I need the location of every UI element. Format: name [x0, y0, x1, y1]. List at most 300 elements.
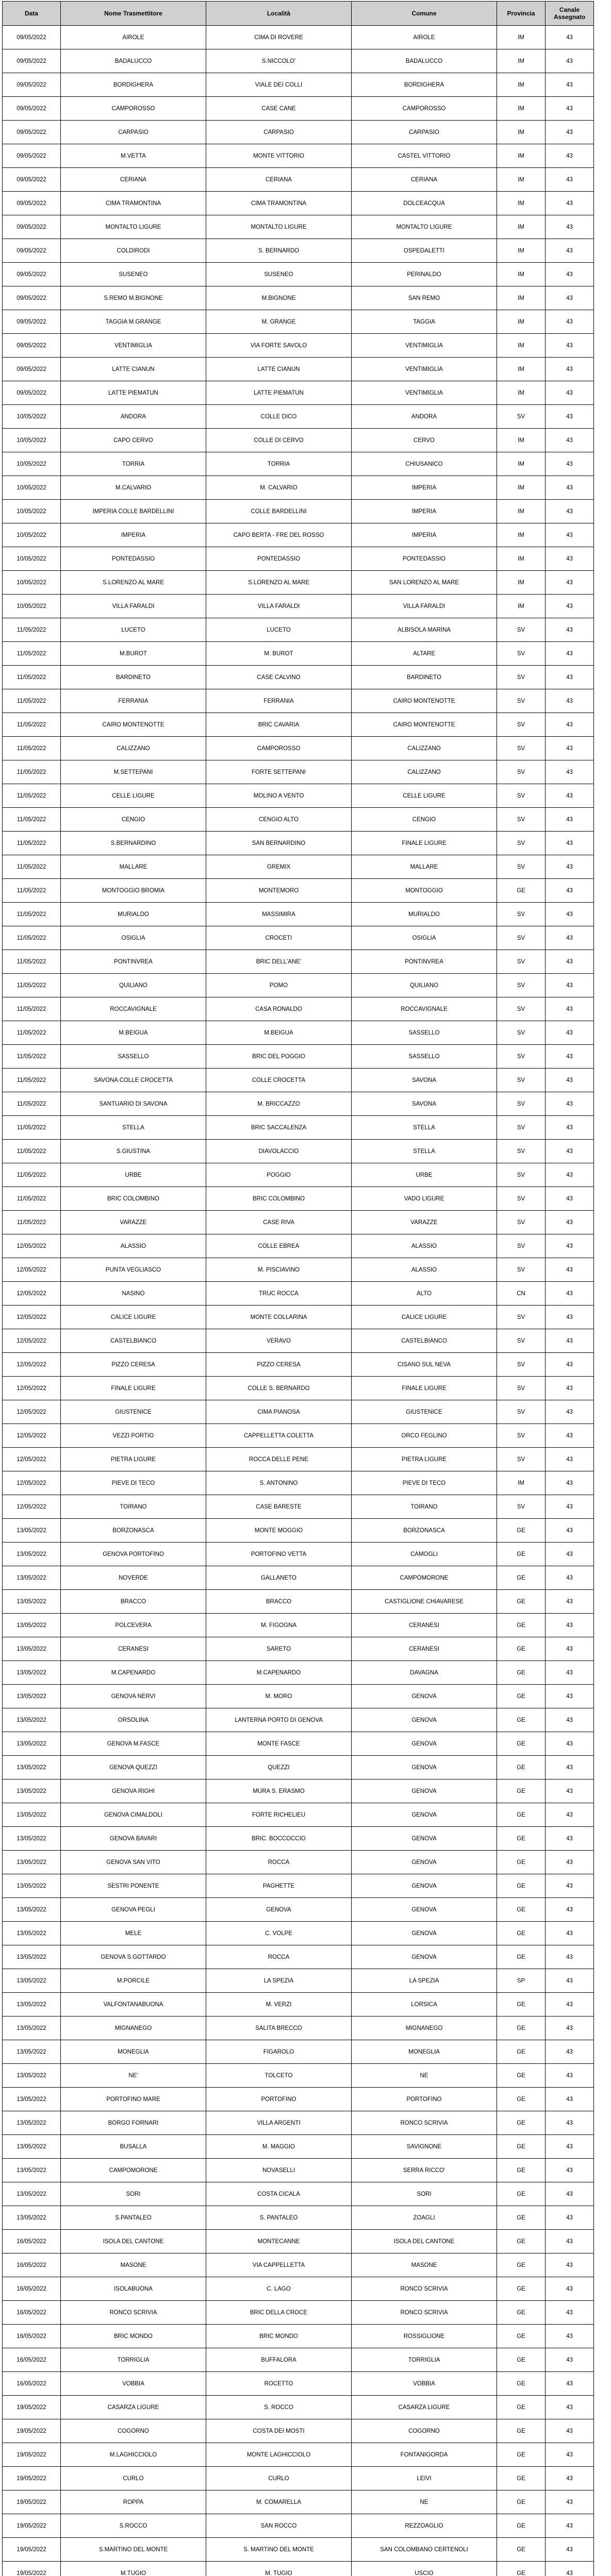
cell-locality: MONTALTO LIGURE [206, 215, 352, 239]
cell-municipality: PIEVE DI TECO [352, 1471, 497, 1495]
cell-province: SV [497, 1306, 546, 1329]
cell-locality: FORTE RICHELIEU [206, 1803, 352, 1827]
cell-channel: 43 [546, 2372, 594, 2396]
cell-date: 09/05/2022 [3, 192, 61, 215]
cell-date: 11/05/2022 [3, 1187, 61, 1211]
cell-channel: 43 [546, 1306, 594, 1329]
cell-transmitter-name: CENGIO [61, 808, 206, 832]
cell-province: SV [497, 1116, 546, 1140]
cell-municipality: SAVIGNONE [352, 2135, 497, 2159]
table-row [3, 2514, 594, 2538]
cell-date: 19/05/2022 [3, 2419, 61, 2443]
cell-transmitter-name: VENTIMIGLIA [61, 334, 206, 358]
cell-province: SV [497, 855, 546, 879]
cell-province: SV [497, 1140, 546, 1163]
cell-channel: 43 [546, 1922, 594, 1945]
cell-municipality: CERANESI [352, 1614, 497, 1637]
table-row [3, 358, 594, 381]
cell-transmitter-name: CALIZZANO [61, 737, 206, 760]
cell-locality: CIMA DI ROVERE [206, 26, 352, 49]
cell-channel: 43 [546, 1993, 594, 2016]
cell-municipality: CAMPOMORONE [352, 1566, 497, 1590]
cell-date: 11/05/2022 [3, 808, 61, 832]
cell-channel: 43 [546, 1851, 594, 1874]
cell-province: IM [497, 523, 546, 547]
cell-channel: 43 [546, 1021, 594, 1045]
table-row [3, 1448, 594, 1471]
cell-province: SV [497, 1448, 546, 1471]
cell-channel: 43 [546, 2562, 594, 2576]
cell-municipality: CAIRO MONTENOTTE [352, 713, 497, 737]
cell-transmitter-name: M.VETTA [61, 144, 206, 168]
cell-province: SV [497, 737, 546, 760]
cell-channel: 43 [546, 1282, 594, 1306]
cell-channel: 43 [546, 547, 594, 571]
cell-municipality: LEIVI [352, 2467, 497, 2490]
cell-province: IM [497, 73, 546, 97]
cell-channel: 43 [546, 97, 594, 121]
cell-transmitter-name: M.PORCILE [61, 1969, 206, 1993]
cell-transmitter-name: ANDORA [61, 405, 206, 429]
header-municipality: Comune [352, 2, 497, 26]
table-row [3, 1827, 594, 1851]
table-row [3, 381, 594, 405]
cell-channel: 43 [546, 1163, 594, 1187]
table-row [3, 832, 594, 855]
table-row [3, 2490, 594, 2514]
cell-province: SV [497, 1187, 546, 1211]
cell-province: IM [497, 547, 546, 571]
cell-channel: 43 [546, 2348, 594, 2372]
cell-date: 11/05/2022 [3, 974, 61, 997]
table-row [3, 1495, 594, 1519]
cell-date: 09/05/2022 [3, 168, 61, 192]
cell-municipality: MONTALTO LIGURE [352, 215, 497, 239]
cell-locality: BRIC. BOCCOCCIO [206, 1827, 352, 1851]
cell-municipality: PERINALDO [352, 263, 497, 286]
cell-date: 09/05/2022 [3, 73, 61, 97]
cell-province: IM [497, 26, 546, 49]
cell-locality: C. LAGO [206, 2277, 352, 2301]
cell-municipality: ALASSIO [352, 1234, 497, 1258]
cell-transmitter-name: NASINO [61, 1282, 206, 1306]
cell-date: 11/05/2022 [3, 666, 61, 689]
table-row [3, 547, 594, 571]
cell-locality: M. FIGOGNA [206, 1614, 352, 1637]
cell-channel: 43 [546, 500, 594, 523]
cell-locality: FORTE SETTEPANI [206, 760, 352, 784]
table-row [3, 1945, 594, 1969]
cell-locality: TRUC ROCCA [206, 1282, 352, 1306]
cell-locality: PORTOFINO VETTA [206, 1543, 352, 1566]
cell-province: GE [497, 1922, 546, 1945]
cell-transmitter-name: ISOLABUONA [61, 2277, 206, 2301]
table-row [3, 2277, 594, 2301]
cell-locality: M. MORO [206, 1685, 352, 1708]
cell-channel: 43 [546, 832, 594, 855]
cell-transmitter-name: VALFONTANABUONA [61, 1993, 206, 2016]
cell-channel: 43 [546, 523, 594, 547]
cell-date: 16/05/2022 [3, 2253, 61, 2277]
cell-channel: 43 [546, 713, 594, 737]
cell-channel: 43 [546, 1092, 594, 1116]
cell-transmitter-name: PORTOFINO MARE [61, 2088, 206, 2111]
cell-municipality: RONCO SCRIVIA [352, 2301, 497, 2325]
cell-channel: 43 [546, 618, 594, 642]
cell-channel: 43 [546, 1945, 594, 1969]
cell-locality: MONTE VITTORIO [206, 144, 352, 168]
table-row [3, 950, 594, 974]
cell-channel: 43 [546, 1353, 594, 1377]
cell-locality: CIMA PIANOSA [206, 1400, 352, 1424]
cell-date: 13/05/2022 [3, 1993, 61, 2016]
table-row [3, 2253, 594, 2277]
cell-channel: 43 [546, 2443, 594, 2467]
cell-transmitter-name: OSIGLIA [61, 926, 206, 950]
table-row [3, 121, 594, 144]
cell-channel: 43 [546, 689, 594, 713]
cell-municipality: CISANO SUL NEVA [352, 1353, 497, 1377]
cell-municipality: BARDINETO [352, 666, 497, 689]
cell-locality: SALITA BRECCO [206, 2016, 352, 2040]
cell-province: SV [497, 1424, 546, 1448]
table-body [3, 26, 594, 2576]
cell-transmitter-name: CERIANA [61, 168, 206, 192]
cell-channel: 43 [546, 1543, 594, 1566]
cell-transmitter-name: M.BEIGUA [61, 1021, 206, 1045]
cell-transmitter-name: SORI [61, 2182, 206, 2206]
cell-date: 11/05/2022 [3, 855, 61, 879]
cell-locality: GALLANETO [206, 1566, 352, 1590]
cell-date: 16/05/2022 [3, 2301, 61, 2325]
cell-channel: 43 [546, 2159, 594, 2182]
cell-transmitter-name: IMPERIA [61, 523, 206, 547]
table-row [3, 1353, 594, 1377]
cell-date: 12/05/2022 [3, 1400, 61, 1424]
cell-municipality: VADO LIGURE [352, 1187, 497, 1211]
cell-province: IM [497, 192, 546, 215]
cell-province: SV [497, 832, 546, 855]
cell-transmitter-name: VILLA FARALDI [61, 595, 206, 618]
cell-locality: VILLA ARGENTI [206, 2111, 352, 2135]
cell-locality: COLLE BARDELLINI [206, 500, 352, 523]
cell-locality: CENGIO ALTO [206, 808, 352, 832]
cell-municipality: GENOVA [352, 1708, 497, 1732]
cell-date: 13/05/2022 [3, 2182, 61, 2206]
cell-channel: 43 [546, 571, 594, 595]
cell-transmitter-name: S.MARTINO DEL MONTE [61, 2538, 206, 2562]
cell-municipality: CERIANA [352, 168, 497, 192]
cell-municipality: CARPASIO [352, 121, 497, 144]
cell-municipality: TAGGIA [352, 310, 497, 334]
cell-municipality: COGORNO [352, 2419, 497, 2443]
cell-province: SV [497, 808, 546, 832]
cell-municipality: BORDIGHERA [352, 73, 497, 97]
cell-municipality: STELLA [352, 1116, 497, 1140]
cell-date: 13/05/2022 [3, 1685, 61, 1708]
cell-transmitter-name: CIMA TRAMONTINA [61, 192, 206, 215]
cell-transmitter-name: NOVERDE [61, 1566, 206, 1590]
table-header [3, 2, 594, 26]
cell-municipality: VOBBIA [352, 2372, 497, 2396]
cell-municipality: SORI [352, 2182, 497, 2206]
cell-date: 16/05/2022 [3, 2230, 61, 2253]
cell-date: 13/05/2022 [3, 1614, 61, 1637]
cell-province: GE [497, 879, 546, 903]
cell-municipality: NE [352, 2490, 497, 2514]
cell-channel: 43 [546, 2040, 594, 2064]
table-row [3, 1306, 594, 1329]
cell-municipality: CHIUSANICO [352, 452, 497, 476]
cell-date: 13/05/2022 [3, 1827, 61, 1851]
cell-province: IM [497, 49, 546, 73]
cell-municipality: CASTELBIANCO [352, 1329, 497, 1353]
header-assigned-channel: Canale Assegnato [546, 2, 594, 26]
cell-channel: 43 [546, 1187, 594, 1211]
cell-municipality: FINALE LIGURE [352, 832, 497, 855]
table-row [3, 1211, 594, 1234]
cell-municipality: ORCO FEGLINO [352, 1424, 497, 1448]
table-row [3, 144, 594, 168]
cell-transmitter-name: ALASSIO [61, 1234, 206, 1258]
cell-province: GE [497, 1566, 546, 1590]
cell-date: 09/05/2022 [3, 215, 61, 239]
cell-transmitter-name: VARAZZE [61, 1211, 206, 1234]
cell-province: GE [497, 1543, 546, 1566]
cell-locality: PAGHETTE [206, 1874, 352, 1898]
cell-date: 19/05/2022 [3, 2443, 61, 2467]
cell-province: GE [497, 1851, 546, 1874]
cell-transmitter-name: MONTOGGIO BROMIA [61, 879, 206, 903]
table-row [3, 2372, 594, 2396]
cell-locality: BRIC DEL POGGIO [206, 1045, 352, 1069]
cell-channel: 43 [546, 144, 594, 168]
cell-date: 13/05/2022 [3, 1851, 61, 1874]
cell-municipality: ZOAGLI [352, 2206, 497, 2230]
cell-channel: 43 [546, 2253, 594, 2277]
cell-date: 11/05/2022 [3, 713, 61, 737]
table-row [3, 737, 594, 760]
cell-transmitter-name: ORSOLINA [61, 1708, 206, 1732]
table-row [3, 713, 594, 737]
cell-transmitter-name: S.GIUSTINA [61, 1140, 206, 1163]
cell-date: 13/05/2022 [3, 2064, 61, 2088]
cell-transmitter-name: MALLARE [61, 855, 206, 879]
cell-locality: CAPPELLETTA COLETTA [206, 1424, 352, 1448]
cell-municipality: PONTEDASSIO [352, 547, 497, 571]
cell-date: 12/05/2022 [3, 1306, 61, 1329]
cell-date: 10/05/2022 [3, 429, 61, 452]
cell-municipality: SAVONA [352, 1092, 497, 1116]
cell-transmitter-name: GIUSTENICE [61, 1400, 206, 1424]
cell-channel: 43 [546, 286, 594, 310]
cell-province: GE [497, 2419, 546, 2443]
cell-transmitter-name: M.SETTEPANI [61, 760, 206, 784]
cell-transmitter-name: ROPPA [61, 2490, 206, 2514]
cell-channel: 43 [546, 1874, 594, 1898]
cell-province: GE [497, 2490, 546, 2514]
cell-date: 10/05/2022 [3, 405, 61, 429]
cell-locality: S. BERNARDO [206, 239, 352, 263]
cell-province: GE [497, 1590, 546, 1614]
cell-transmitter-name: QUILIANO [61, 974, 206, 997]
cell-locality: VIALE DEI COLLI [206, 73, 352, 97]
cell-channel: 43 [546, 476, 594, 500]
cell-channel: 43 [546, 855, 594, 879]
cell-province: GE [497, 1708, 546, 1732]
cell-province: GE [497, 2111, 546, 2135]
cell-locality: COLLE DI CERVO [206, 429, 352, 452]
cell-transmitter-name: CALICE LIGURE [61, 1306, 206, 1329]
cell-locality: CASE RIVA [206, 1211, 352, 1234]
cell-locality: S.LORENZO AL MARE [206, 571, 352, 595]
table-row [3, 334, 594, 358]
cell-locality: M. GRANGE [206, 310, 352, 334]
cell-channel: 43 [546, 950, 594, 974]
cell-transmitter-name: CAPO CERVO [61, 429, 206, 452]
cell-municipality: ALTARE [352, 642, 497, 666]
table-row [3, 974, 594, 997]
cell-date: 13/05/2022 [3, 1543, 61, 1566]
cell-date: 09/05/2022 [3, 97, 61, 121]
cell-province: IM [497, 97, 546, 121]
cell-transmitter-name: TORRIA [61, 452, 206, 476]
cell-date: 11/05/2022 [3, 903, 61, 926]
transmitters-table [2, 1, 594, 2576]
cell-channel: 43 [546, 2206, 594, 2230]
cell-transmitter-name: NE' [61, 2064, 206, 2088]
cell-date: 12/05/2022 [3, 1495, 61, 1519]
cell-province: IM [497, 571, 546, 595]
cell-channel: 43 [546, 2301, 594, 2325]
cell-municipality: CALICE LIGURE [352, 1306, 497, 1329]
cell-channel: 43 [546, 1614, 594, 1637]
table-row [3, 1969, 594, 1993]
cell-province: SV [497, 760, 546, 784]
cell-province: GE [497, 1993, 546, 2016]
cell-locality: MONTE LAGHICCIOLO [206, 2443, 352, 2467]
table-row [3, 2325, 594, 2348]
cell-municipality: ROCCAVIGNALE [352, 997, 497, 1021]
cell-channel: 43 [546, 1780, 594, 1803]
cell-province: GE [497, 1945, 546, 1969]
cell-channel: 43 [546, 1471, 594, 1495]
table-row [3, 192, 594, 215]
table-row [3, 760, 594, 784]
table-row [3, 2348, 594, 2372]
table-row [3, 1803, 594, 1827]
cell-locality: COSTA CICALA [206, 2182, 352, 2206]
cell-locality: SARETO [206, 1637, 352, 1661]
cell-municipality: CENGIO [352, 808, 497, 832]
cell-transmitter-name: BRACCO [61, 1590, 206, 1614]
cell-date: 09/05/2022 [3, 310, 61, 334]
cell-date: 13/05/2022 [3, 1756, 61, 1780]
cell-transmitter-name: RONCO SCRIVIA [61, 2301, 206, 2325]
cell-municipality: RONCO SCRIVIA [352, 2277, 497, 2301]
table-row [3, 903, 594, 926]
cell-province: GE [497, 2064, 546, 2088]
table-row [3, 2562, 594, 2576]
cell-transmitter-name: STELLA [61, 1116, 206, 1140]
cell-locality: CASE CANE [206, 97, 352, 121]
cell-date: 13/05/2022 [3, 1874, 61, 1898]
table-row [3, 73, 594, 97]
cell-municipality: CAMPOROSSO [352, 97, 497, 121]
cell-province: IM [497, 500, 546, 523]
cell-province: IM [497, 239, 546, 263]
cell-date: 11/05/2022 [3, 1092, 61, 1116]
cell-date: 10/05/2022 [3, 595, 61, 618]
cell-channel: 43 [546, 1448, 594, 1471]
cell-municipality: FINALE LIGURE [352, 1377, 497, 1400]
cell-transmitter-name: SANTUARIO DI SAVONA [61, 1092, 206, 1116]
cell-municipality: GENOVA [352, 1732, 497, 1756]
table-row [3, 618, 594, 642]
cell-date: 11/05/2022 [3, 1211, 61, 1234]
cell-municipality: TORRIGLIA [352, 2348, 497, 2372]
cell-province: SV [497, 1234, 546, 1258]
cell-transmitter-name: CASTELBIANCO [61, 1329, 206, 1353]
cell-date: 11/05/2022 [3, 642, 61, 666]
cell-province: SP [497, 1969, 546, 1993]
cell-transmitter-name: LATTE CIANUN [61, 358, 206, 381]
cell-municipality: GENOVA [352, 1898, 497, 1922]
cell-transmitter-name: CURLO [61, 2467, 206, 2490]
cell-channel: 43 [546, 1400, 594, 1424]
cell-municipality: GENOVA [352, 1874, 497, 1898]
cell-channel: 43 [546, 1329, 594, 1353]
cell-date: 13/05/2022 [3, 1898, 61, 1922]
cell-channel: 43 [546, 2514, 594, 2538]
cell-province: GE [497, 2253, 546, 2277]
cell-municipality: MONEGLIA [352, 2040, 497, 2064]
cell-date: 13/05/2022 [3, 2135, 61, 2159]
cell-locality: GENOVA [206, 1898, 352, 1922]
cell-municipality: SERRA RICCO' [352, 2159, 497, 2182]
cell-locality: BRIC MONDO [206, 2325, 352, 2348]
cell-date: 13/05/2022 [3, 1922, 61, 1945]
cell-transmitter-name: S.LORENZO AL MARE [61, 571, 206, 595]
cell-channel: 43 [546, 1045, 594, 1069]
cell-locality: S.NICCOLO' [206, 49, 352, 73]
cell-channel: 43 [546, 381, 594, 405]
cell-municipality: URBE [352, 1163, 497, 1187]
table-row [3, 1708, 594, 1732]
cell-province: SV [497, 997, 546, 1021]
cell-municipality: CASARZA LIGURE [352, 2396, 497, 2419]
cell-locality: COLLE CROCETTA [206, 1069, 352, 1092]
cell-channel: 43 [546, 239, 594, 263]
cell-locality: GREMIX [206, 855, 352, 879]
cell-municipality: REZZOAGLIO [352, 2514, 497, 2538]
cell-locality: MONTEMORO [206, 879, 352, 903]
cell-date: 19/05/2022 [3, 2514, 61, 2538]
cell-channel: 43 [546, 1140, 594, 1163]
cell-channel: 43 [546, 452, 594, 476]
cell-municipality: GENOVA [352, 1803, 497, 1827]
table-row [3, 26, 594, 49]
cell-province: GE [497, 1637, 546, 1661]
cell-province: SV [497, 974, 546, 997]
cell-channel: 43 [546, 2064, 594, 2088]
cell-date: 09/05/2022 [3, 49, 61, 73]
cell-channel: 43 [546, 1424, 594, 1448]
cell-locality: VIA FORTE SAVOLO [206, 334, 352, 358]
cell-transmitter-name: IMPERIA COLLE BARDELLINI [61, 500, 206, 523]
cell-province: IM [497, 429, 546, 452]
table-row [3, 452, 594, 476]
